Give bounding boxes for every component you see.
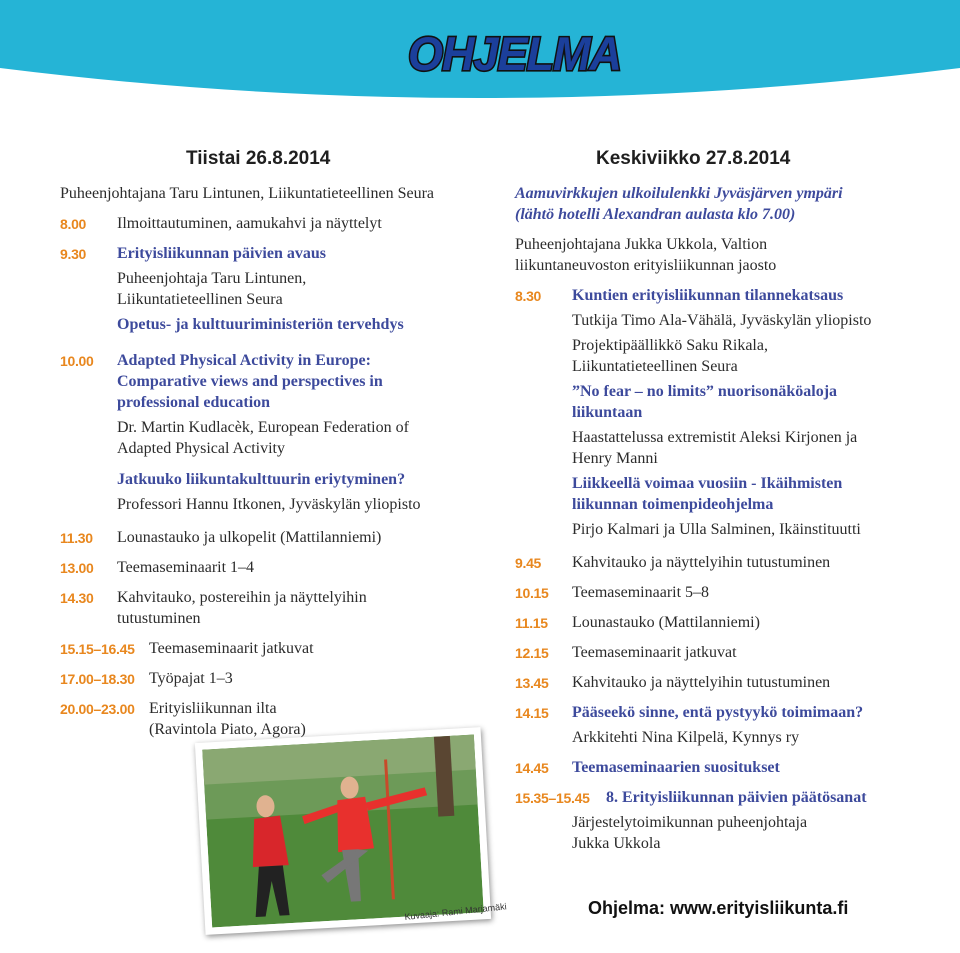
speaker: Professori Hannu Itkonen, Jyväskylän yliopisto bbox=[117, 496, 421, 513]
session-title: Pääseekö sinne, entä pystyykö toimimaan? bbox=[572, 704, 864, 721]
speaker: Dr. Martin Kudlacèk, European Federation of Adapted Physical Activity bbox=[117, 419, 409, 457]
session-title: Kuntien erityisliikunnan tilannekatsaus bbox=[572, 287, 844, 304]
session-title: ”No fear – no limits” nuorisonäköaloja liikuntaan bbox=[572, 383, 838, 421]
schedule-row bbox=[515, 757, 935, 778]
time-label: 13.00 bbox=[60, 560, 94, 576]
day-heading-tuesday: Tiistai 26.8.2014 bbox=[186, 148, 331, 169]
schedule-row: 9.45 Kahvitauko ja näyttelyihin tutustuminen bbox=[515, 552, 935, 573]
session-title: Opetus- ja kulttuuriministeriön tervehdys bbox=[117, 316, 404, 333]
time-label: 11.30 bbox=[60, 530, 93, 546]
tuesday-schedule bbox=[60, 183, 472, 749]
schedule-row: 20.00–23.00 Erityisliikunnan ilta (Ravintola Piato, Agora) bbox=[60, 700, 306, 738]
schedule-row: 8.00 Ilmoittautuminen, aamukahvi ja näyttelyt bbox=[60, 213, 472, 234]
time-label: 9.30 bbox=[60, 246, 87, 262]
time-label: 10.00 bbox=[60, 353, 94, 369]
speaker: Tutkija Timo Ala-Vähälä, Jyväskylän yliopisto bbox=[572, 312, 872, 329]
speaker: Järjestelytoimikunnan puheenjohtaja Jukka Ukkola bbox=[572, 814, 808, 852]
wednesday-schedule bbox=[515, 183, 935, 863]
session-title: Jatkuuko liikuntakulttuurin eriytyminen? bbox=[117, 471, 406, 488]
time-label: 14.45 bbox=[515, 760, 549, 776]
schedule-row bbox=[515, 285, 880, 540]
schedule-row: 10.15 Teemaseminaarit 5–8 bbox=[515, 582, 935, 603]
schedule-row: 13.45 Kahvitauko ja näyttelyihin tutustuminen bbox=[515, 672, 935, 693]
day-heading-wednesday: Keskiviikko 27.8.2014 bbox=[596, 148, 791, 169]
time-label: 13.45 bbox=[515, 675, 549, 691]
chair-line: Puheenjohtajana Jukka Ukkola, Valtion liikuntaneuvoston erityisliikunnan jaosto bbox=[515, 236, 777, 274]
time-label: 15.15–16.45 bbox=[60, 641, 135, 657]
speaker: Haastattelussa extremistit Aleksi Kirjonen ja Henry Manni bbox=[572, 429, 858, 467]
schedule-row: 14.30 Kahvitauko, postereihin ja näyttelyihin tutustuminen bbox=[60, 589, 367, 627]
time-label: 12.15 bbox=[515, 645, 549, 661]
speaker: Projektipäällikkö Saku Rikala, Liikuntatieteellinen Seura bbox=[572, 337, 768, 375]
session-title: Teemaseminaarien suositukset bbox=[572, 759, 780, 776]
time-label: 9.45 bbox=[515, 555, 542, 571]
program-url: Ohjelma: www.erityisliikunta.fi bbox=[588, 898, 849, 918]
speaker: Pirjo Kalmari ja Ulla Salminen, Ikäinstituutti bbox=[572, 521, 861, 538]
schedule-row bbox=[60, 350, 421, 515]
time-label: 14.30 bbox=[60, 590, 94, 606]
speaker: Arkkitehti Nina Kilpelä, Kynnys ry bbox=[572, 729, 800, 746]
session-title: 8. Erityisliikunnan päivien päätösanat bbox=[606, 789, 867, 806]
time-label: 15.35–15.45 bbox=[515, 790, 590, 806]
speaker: Puheenjohtaja Taru Lintunen, Liikuntatieteellinen Seura bbox=[117, 270, 307, 308]
schedule-row bbox=[515, 702, 935, 748]
session-title: Adapted Physical Activity in Europe: Comparative views and perspectives in professional education bbox=[117, 352, 383, 411]
time-label: 20.00–23.00 bbox=[60, 701, 135, 717]
program-title: OHJELMA bbox=[408, 26, 622, 81]
morning-walk-note: Aamuvirkkujen ulkoilulenkki Jyväsjärven ympäri (lähtö hotelli Alexandran aulasta klo 7.00) bbox=[515, 185, 843, 223]
session-title: Liikkeellä voimaa vuosiin - Ikäihmisten liikunnan toimenpideohjelma bbox=[572, 475, 843, 513]
schedule-row: 12.15 Teemaseminaarit jatkuvat bbox=[515, 642, 935, 663]
chair-line: Puheenjohtajana Taru Lintunen, Liikuntatieteellinen Seura bbox=[60, 185, 435, 202]
exercise-photo bbox=[195, 727, 491, 935]
schedule-row: 13.00 Teemaseminaarit 1–4 bbox=[60, 557, 472, 578]
time-label: 8.00 bbox=[60, 216, 87, 232]
schedule-row: 17.00–18.30 Työpajat 1–3 bbox=[60, 668, 472, 689]
time-label: 17.00–18.30 bbox=[60, 671, 135, 687]
schedule-row bbox=[60, 243, 472, 335]
schedule-row: 15.15–16.45 Teemaseminaarit jatkuvat bbox=[60, 638, 472, 659]
schedule-row bbox=[515, 787, 879, 854]
schedule-row: 11.15 Lounastauko (Mattilanniemi) bbox=[515, 612, 935, 633]
time-label: 8.30 bbox=[515, 288, 542, 304]
photo-credit: Kuvaaja: Rami Marjamäki bbox=[404, 901, 508, 922]
schedule-row: 11.30 Lounastauko ja ulkopelit (Mattilanniemi) bbox=[60, 527, 472, 548]
time-label: 11.15 bbox=[515, 615, 548, 631]
time-label: 14.15 bbox=[515, 705, 549, 721]
session-title: Erityisliikunnan päivien avaus bbox=[117, 245, 326, 262]
photo-illustration bbox=[202, 735, 484, 928]
time-label: 10.15 bbox=[515, 585, 549, 601]
